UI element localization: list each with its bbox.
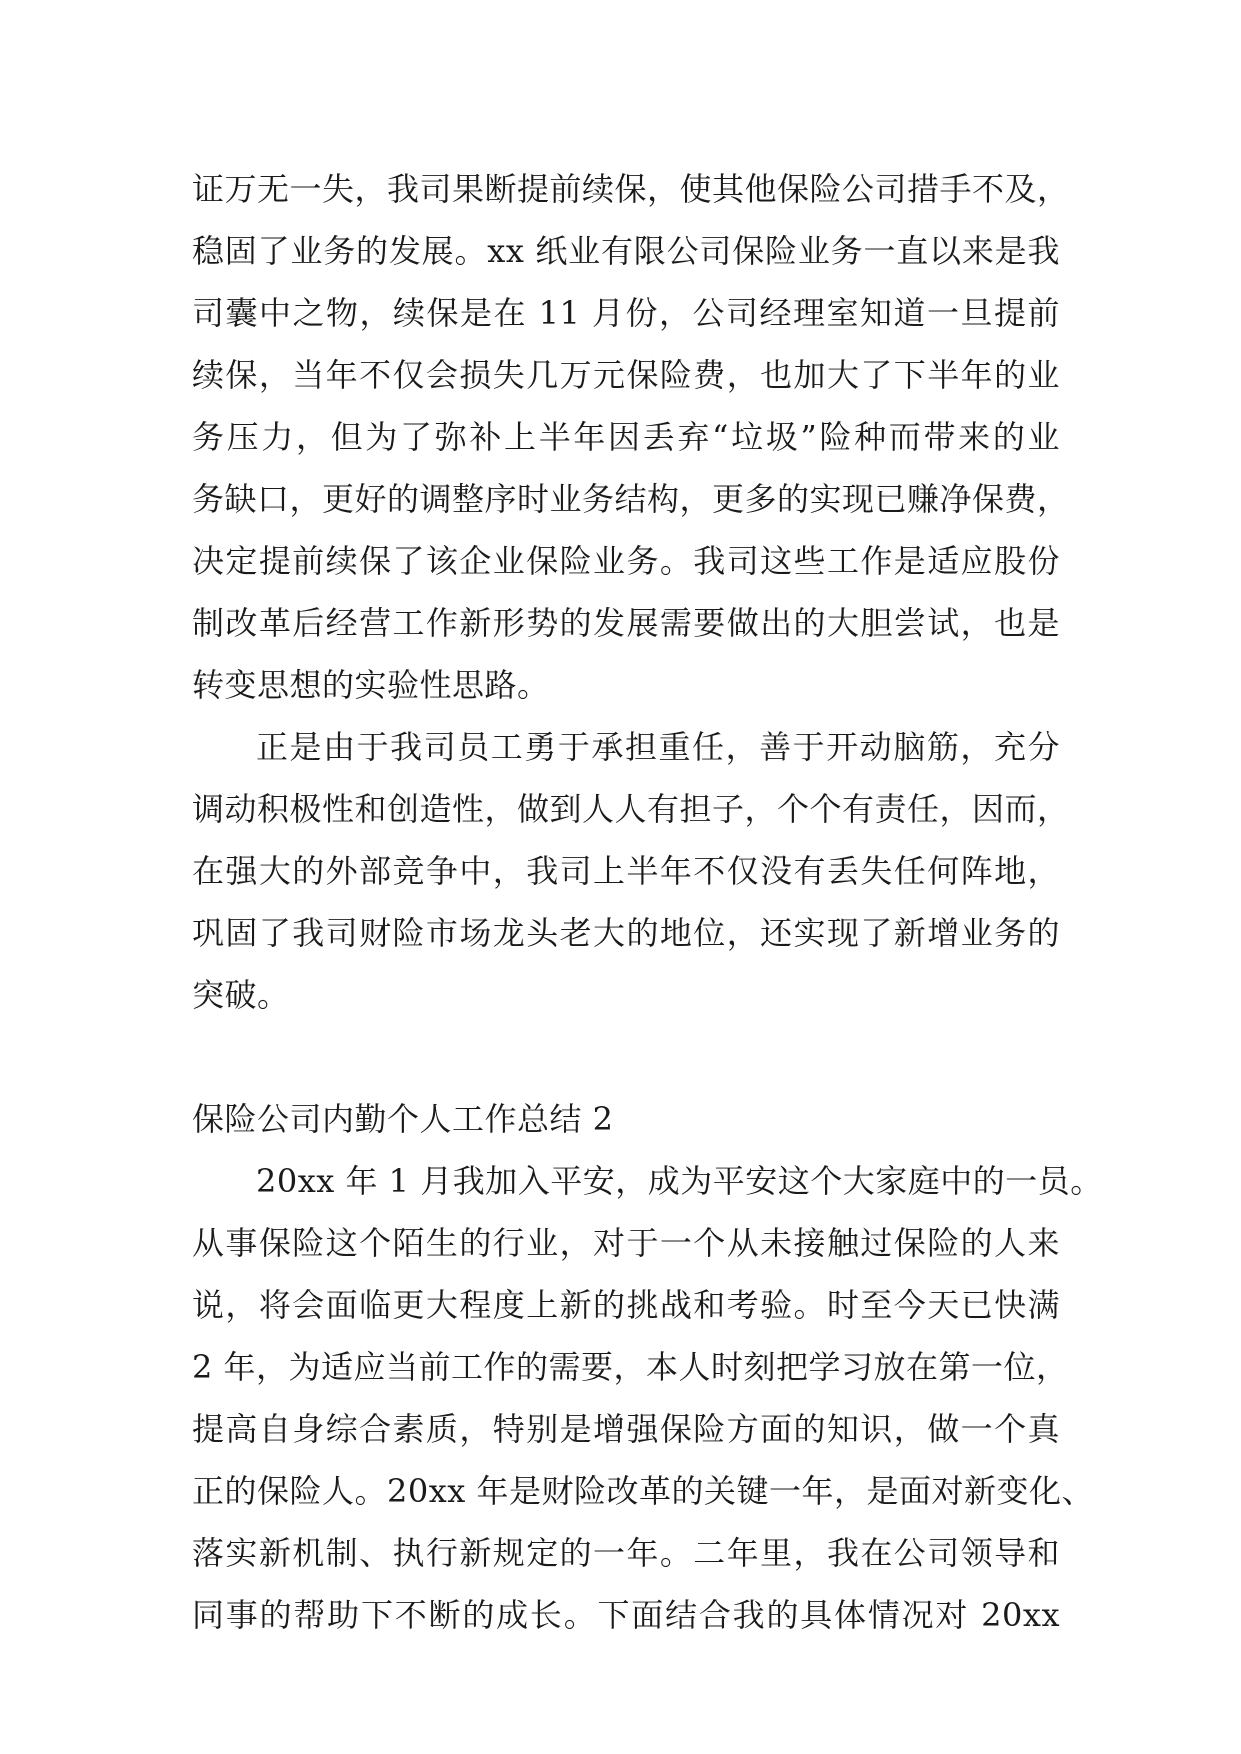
paragraph-1	[192, 158, 1070, 716]
section-spacer	[192, 1026, 1060, 1088]
text-line: 稳固了业务的发展。xx 纸业有限公司保险业务一直以来是我	[192, 232, 1060, 270]
text-line: 务压力，但为了弥补上半年因丢弃“垃圾”险种而带来的业	[192, 418, 1060, 456]
text-line: 正是由于我司员工勇于承担重任，善于开动脑筋，充分	[256, 728, 1060, 766]
text-line: 从事保险这个陌生的行业，对于一个从未接触过保险的人来	[192, 1224, 1060, 1262]
text-line: 20xx 年 1 月我加入平安，成为平安这个大家庭中的一员。	[256, 1162, 1103, 1200]
text-line: 决定提前续保了该企业保险业务。我司这些工作是适应股份	[192, 542, 1060, 580]
paragraph-2	[192, 716, 1070, 1026]
text-line: 正的保险人。20xx 年是财险改革的关键一年，是面对新变化、	[192, 1472, 1094, 1510]
text-line: 2 年，为适应当前工作的需要，本人时刻把学习放在第一位，	[192, 1348, 1069, 1386]
text-line: 转变思想的实验性思路。	[192, 666, 550, 704]
document-body	[192, 158, 1103, 1646]
paragraph-3	[192, 1150, 1103, 1646]
text-line: 司囊中之物，续保是在 11 月份，公司经理室知道一旦提前	[192, 294, 1060, 332]
text-line: 同事的帮助下不断的成长。下面结合我的具体情况对 20xx	[192, 1596, 1060, 1634]
section-heading: 保险公司内勤个人工作总结 2	[192, 1100, 614, 1138]
text-line: 调动积极性和创造性，做到人人有担子，个个有责任，因而，	[192, 790, 1070, 828]
text-line: 务缺口，更好的调整序时业务结构，更多的实现已赚净保费，	[192, 480, 1070, 518]
text-line: 证万无一失，我司果断提前续保，使其他保险公司措手不及，	[192, 170, 1070, 208]
text-line: 续保，当年不仅会损失几万元保险费，也加大了下半年的业	[192, 356, 1060, 394]
text-line: 制改革后经营工作新形势的发展需要做出的大胆尝试，也是	[192, 604, 1060, 642]
text-line: 落实新机制、执行新规定的一年。二年里，我在公司领导和	[192, 1534, 1060, 1572]
text-line: 巩固了我司财险市场龙头老大的地位，还实现了新增业务的	[192, 914, 1060, 952]
text-line: 提高自身综合素质，特别是增强保险方面的知识，做一个真	[192, 1410, 1060, 1448]
text-line: 说，将会面临更大程度上新的挑战和考验。时至今天已快满	[192, 1286, 1060, 1324]
text-line: 在强大的外部竞争中，我司上半年不仅没有丢失任何阵地，	[192, 852, 1060, 890]
text-line: 突破。	[192, 976, 290, 1014]
